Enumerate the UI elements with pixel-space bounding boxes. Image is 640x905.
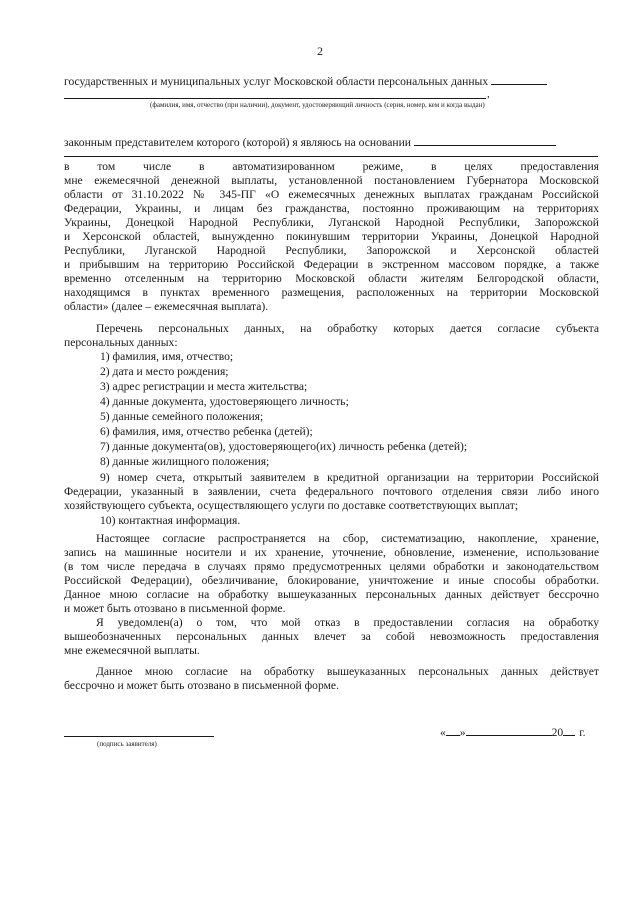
list-intro-line-1: персональных данных: bbox=[64, 336, 178, 349]
list-item-8: 8) данные жилищного положения; bbox=[100, 455, 270, 468]
legal-basis-line[interactable] bbox=[64, 156, 598, 157]
consent-line-9: находящимся в пунктах временного размещения, расположенных на территории Московской bbox=[64, 286, 599, 299]
list-item-7: 7) данные документа(ов), удостоверяющего(их) личность ребенка (детей); bbox=[100, 440, 468, 453]
applicant-info-line[interactable] bbox=[64, 98, 486, 99]
date-open-quote: « bbox=[440, 726, 446, 739]
list-item-6: 6) фамилия, имя, отчество ребенка (детей); bbox=[100, 425, 313, 438]
consent-line-0: в том числе в автоматизированном режиме, в целях предоставления bbox=[64, 160, 599, 173]
signature-line[interactable] bbox=[64, 736, 214, 737]
date-year-blank[interactable] bbox=[563, 725, 575, 736]
notice-line-1: вышеобозначенных персональных данных влечет за собой невозможность предоставления bbox=[64, 630, 599, 643]
consent-line-7: и прибывшим на территорию Российской Федерации в экстренном массовом порядке, а также bbox=[64, 258, 599, 271]
list-item-2: 2) дата и место рождения; bbox=[100, 365, 229, 378]
personal-data-operator-blank[interactable] bbox=[491, 74, 547, 85]
intro-line-1-text: государственных и муниципальных услуг Московской области персональных данных bbox=[64, 75, 489, 88]
scope-line-0: Настоящее согласие распространяется на сбор, систематизацию, накопление, хранение, bbox=[96, 532, 599, 545]
list-item-9-line-1: Федерации, указанный в заявлении, счета федерального почтового отделения связи либо иного bbox=[64, 485, 599, 498]
intro-line-2-text: законным представителем которого (которой) я являюсь на основании bbox=[64, 136, 411, 149]
consent-line-8: временно отселенным на территорию Московской области жителям Белгородской области, bbox=[64, 272, 599, 285]
date-year-suffix: г. bbox=[579, 726, 586, 739]
scope-line-3: Российской Федерации), обезличивание, блокирование, уничтожение и иные способы обработки. bbox=[64, 574, 599, 587]
list-item-4: 4) данные документа, удостоверяющего личность; bbox=[100, 395, 349, 408]
legal-basis-blank[interactable] bbox=[414, 135, 556, 146]
intro-line-1 bbox=[64, 74, 599, 89]
list-item-3: 3) адрес регистрации и места жительства; bbox=[100, 380, 308, 393]
consent-line-2: области от 31.10.2022 № 345-ПГ «О ежемесячных денежных выплатах гражданам Российской bbox=[64, 188, 599, 201]
applicant-info-caption: (фамилия, имя, отчество (при наличии), документ, удостоверяющий личность (серия, номер, кем и когда выдан) bbox=[150, 101, 485, 109]
list-intro-line-0: Перечень персональных данных, на обработку которых дается согласие субъекта bbox=[96, 322, 599, 335]
date-year-prefix: 20 bbox=[551, 726, 564, 739]
final-line-0: Данное мною согласие на обработку вышеуказанных персональных данных действует bbox=[96, 665, 599, 678]
date-month-blank[interactable] bbox=[466, 725, 552, 736]
consent-line-3: Федерации, Украины, и лицам без гражданства, постоянно проживающим на территориях bbox=[64, 202, 599, 215]
notice-line-0: Я уведомлен(а) о том, что мой отказ в предоставлении согласия на обработку bbox=[96, 616, 599, 629]
applicant-info-comma: , bbox=[487, 88, 490, 100]
list-item-10: 10) контактная информация. bbox=[100, 514, 241, 527]
list-item-9-line-0: 9) номер счета, открытый заявителем в кредитной организации на территории Российской bbox=[100, 471, 599, 484]
signature-caption: (подпись заявителя) bbox=[97, 740, 157, 748]
consent-line-6: Республики, Луганской Народной Республики, Запорожской и Херсонской областей bbox=[64, 244, 599, 257]
list-item-1: 1) фамилия, имя, отчество; bbox=[100, 350, 234, 363]
date-field bbox=[440, 725, 586, 739]
list-item-5: 5) данные семейного положения; bbox=[100, 410, 264, 423]
consent-line-10: области» (далее – ежемесячная выплата). bbox=[64, 300, 269, 313]
page-number: 2 bbox=[317, 44, 323, 58]
notice-line-2: мне ежемесячной выплаты. bbox=[64, 644, 200, 657]
scope-line-2: (в том числе передача в случаях прямо предусмотренных целями обработки и законодательством bbox=[64, 560, 599, 573]
date-close-quote: » bbox=[459, 726, 466, 739]
scope-line-1: запись на машинные носители и их хранение, уточнение, обновление, изменение, использование bbox=[64, 546, 599, 559]
list-item-9-line-2: хозяйствующего субъекта, осуществляющего услуги по доставке соответствующих выплат; bbox=[64, 499, 519, 512]
intro-line-2 bbox=[64, 135, 599, 150]
scope-line-4: Данное мною согласие на обработку вышеуказанных персональных данных действует бессрочно bbox=[64, 588, 599, 601]
scope-line-5: и может быть отозвано в письменной форме. bbox=[64, 602, 286, 615]
final-line-1: бессрочно и может быть отозвано в письменной форме. bbox=[64, 679, 339, 692]
consent-line-4: Украины, Донецкой Народной Республики, Луганской Народной Республики, Запорожской bbox=[64, 216, 599, 229]
consent-line-1: мне ежемесячной денежной выплаты, установленной постановлением Губернатора Московской bbox=[64, 174, 599, 187]
date-day-blank[interactable] bbox=[446, 725, 460, 736]
consent-line-5: и Херсонской областей, вынужденно покинувшим территории Украины, Донецкой Народной bbox=[64, 230, 599, 243]
